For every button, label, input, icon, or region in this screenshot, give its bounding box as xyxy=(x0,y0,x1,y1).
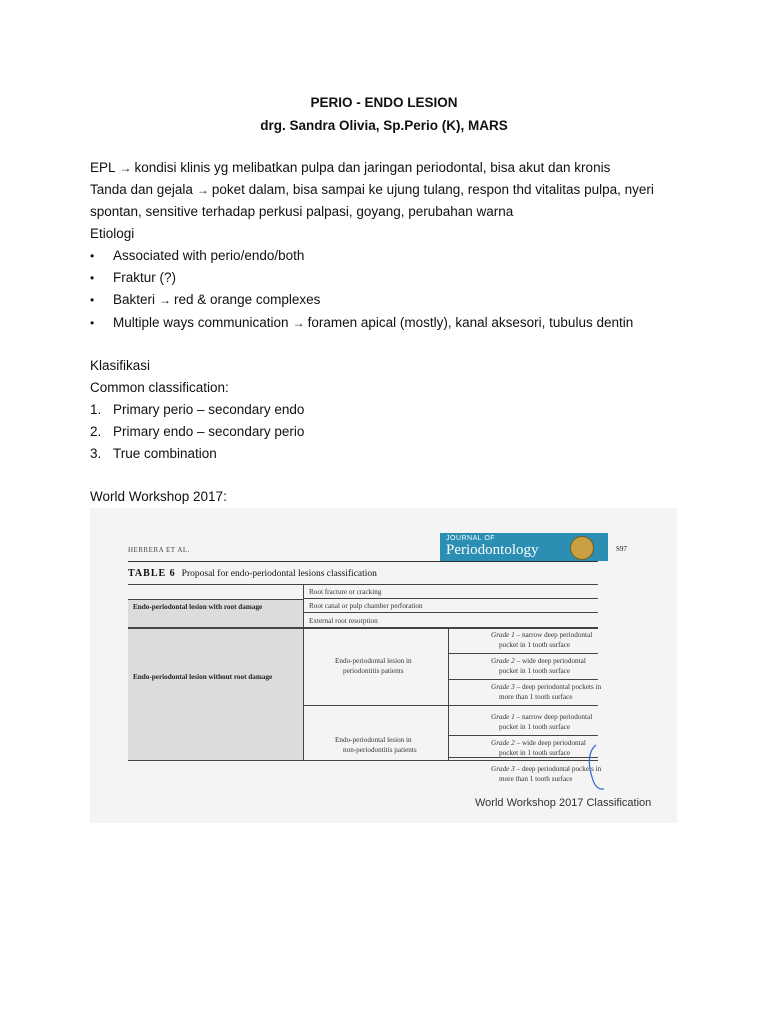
grade-description: more than 1 tooth surface xyxy=(499,693,573,701)
grade-description: – deep periodontal pockets in xyxy=(514,765,602,773)
grade-name: Grade 2 xyxy=(491,739,515,747)
table-rule xyxy=(448,679,598,680)
epl-definition-line xyxy=(90,160,610,176)
table-rule xyxy=(448,735,598,736)
lesion-group-label: periodontitis patients xyxy=(343,667,404,675)
classification-item: Primary perio – secondary endo xyxy=(113,402,305,417)
list-number: 3. xyxy=(90,446,102,461)
world-workshop-heading: World Workshop 2017: xyxy=(90,489,227,504)
table-section-rule xyxy=(128,627,598,629)
table-rule xyxy=(448,653,598,654)
grade-entry xyxy=(491,630,592,640)
seal-icon xyxy=(570,536,594,560)
grade-description: – wide deep periodontal xyxy=(514,657,586,665)
grade-description: pocket in 1 tooth surface xyxy=(499,641,571,649)
grade-description: pocket in 1 tooth surface xyxy=(499,749,571,757)
etiology-heading: Etiologi xyxy=(90,226,135,241)
journal-logo-name: Periodontology xyxy=(446,542,539,558)
signs-continuation: spontan, sensitive terhadap perkusi palpasi, goyang, perubahan warna xyxy=(90,204,514,219)
epl-term: EPL xyxy=(90,160,116,175)
grade-name: Grade 1 xyxy=(491,631,515,639)
root-damage-item: Root fracture or cracking xyxy=(309,588,382,596)
etiology-item xyxy=(113,315,633,330)
table-bottom-rule xyxy=(128,760,598,761)
with-root-damage-label: Endo-periodontal lesion with root damage xyxy=(133,603,263,611)
bullet-icon: • xyxy=(90,316,95,330)
root-damage-item: Root canal or pulp chamber perforation xyxy=(309,602,423,610)
bullet-icon: • xyxy=(90,249,95,263)
arrow-icon: → xyxy=(119,161,132,175)
classification-item: Primary endo – secondary perio xyxy=(113,424,305,439)
grade-description: – deep periodontal pockets in xyxy=(514,683,602,691)
common-classification-heading: Common classification: xyxy=(90,380,229,395)
figure-caption: World Workshop 2017 Classification xyxy=(475,797,652,809)
lesion-group-label: non-periodontitis patients xyxy=(343,746,417,754)
signs-line xyxy=(90,182,654,198)
header-rule xyxy=(128,561,598,562)
grade-description: – narrow deep periodontal xyxy=(514,631,593,639)
document-title: PERIO - ENDO LESION xyxy=(310,95,458,110)
lesion-group-label: Endo-periodontal lesion in xyxy=(335,657,412,665)
etiology-item: Fraktur (?) xyxy=(113,270,177,285)
root-damage-item: External root resorption xyxy=(309,617,378,625)
table-rule xyxy=(128,599,303,600)
classification-item: True combination xyxy=(113,446,217,461)
etiology-item: Associated with perio/endo/both xyxy=(113,248,305,263)
grade-description: more than 1 tooth surface xyxy=(499,775,573,783)
table-caption-text: Proposal for endo-periodontal lesions classification xyxy=(181,569,377,579)
arrow-icon: → xyxy=(292,316,305,330)
grade-description: – wide deep periodontal xyxy=(514,739,586,747)
table-rule xyxy=(303,705,598,706)
classification-heading: Klasifikasi xyxy=(90,358,151,373)
grade-entry xyxy=(491,712,592,722)
journal-logo-small-text: JOURNAL OF xyxy=(446,535,496,542)
grade-description: pocket in 1 tooth surface xyxy=(499,667,571,675)
signs-definition: poket dalam, bisa sampai ke ujung tulang, respon thd vitalitas pulpa, nyeri xyxy=(211,182,654,197)
grade-name: Grade 3 xyxy=(491,683,515,691)
etiology-item-term: Bakteri xyxy=(113,292,156,307)
etiology-item-detail: foramen apical (mostly), kanal aksesori, tubulus dentin xyxy=(307,315,634,330)
list-number: 2. xyxy=(90,424,102,439)
table-column-divider xyxy=(448,627,449,760)
etiology-item xyxy=(113,292,320,307)
bullet-icon: • xyxy=(90,271,95,285)
lesion-group-label: Endo-periodontal lesion in xyxy=(335,736,412,744)
epl-definition: kondisi klinis yg melibatkan pulpa dan jaringan periodontal, bisa akut dan kronis xyxy=(134,160,611,175)
without-root-damage-label: Endo-periodontal lesion without root damage xyxy=(133,673,273,681)
etiology-item-detail: red & orange complexes xyxy=(174,292,321,307)
table-caption xyxy=(128,568,377,579)
grade-description: – narrow deep periodontal xyxy=(514,713,593,721)
handwritten-annotation-mark xyxy=(584,743,614,793)
grade-entry xyxy=(491,738,586,748)
signs-term: Tanda dan gejala xyxy=(90,182,193,197)
table-label: TABLE 6 xyxy=(128,568,176,579)
grade-entry xyxy=(491,682,601,692)
grade-name: Grade 1 xyxy=(491,713,515,721)
journal-logo xyxy=(440,533,608,561)
list-number: 1. xyxy=(90,402,102,417)
grade-name: Grade 3 xyxy=(491,765,515,773)
table-rule xyxy=(303,612,598,613)
etiology-item-term: Multiple ways communication xyxy=(113,315,289,330)
table-column-divider xyxy=(303,584,304,760)
bullet-icon: • xyxy=(90,293,95,307)
table-rule xyxy=(303,598,598,599)
grade-name: Grade 2 xyxy=(491,657,515,665)
grade-description: pocket in 1 tooth surface xyxy=(499,723,571,731)
grade-entry xyxy=(491,656,586,666)
journal-page-number: S97 xyxy=(616,545,627,553)
document-author: drg. Sandra Olivia, Sp.Perio (K), MARS xyxy=(260,118,508,133)
arrow-icon: → xyxy=(196,183,209,197)
table-top-rule xyxy=(128,584,598,585)
arrow-icon: → xyxy=(159,293,172,307)
classification-table-figure xyxy=(90,508,677,823)
article-running-head: HERRERA ET AL. xyxy=(128,546,190,554)
